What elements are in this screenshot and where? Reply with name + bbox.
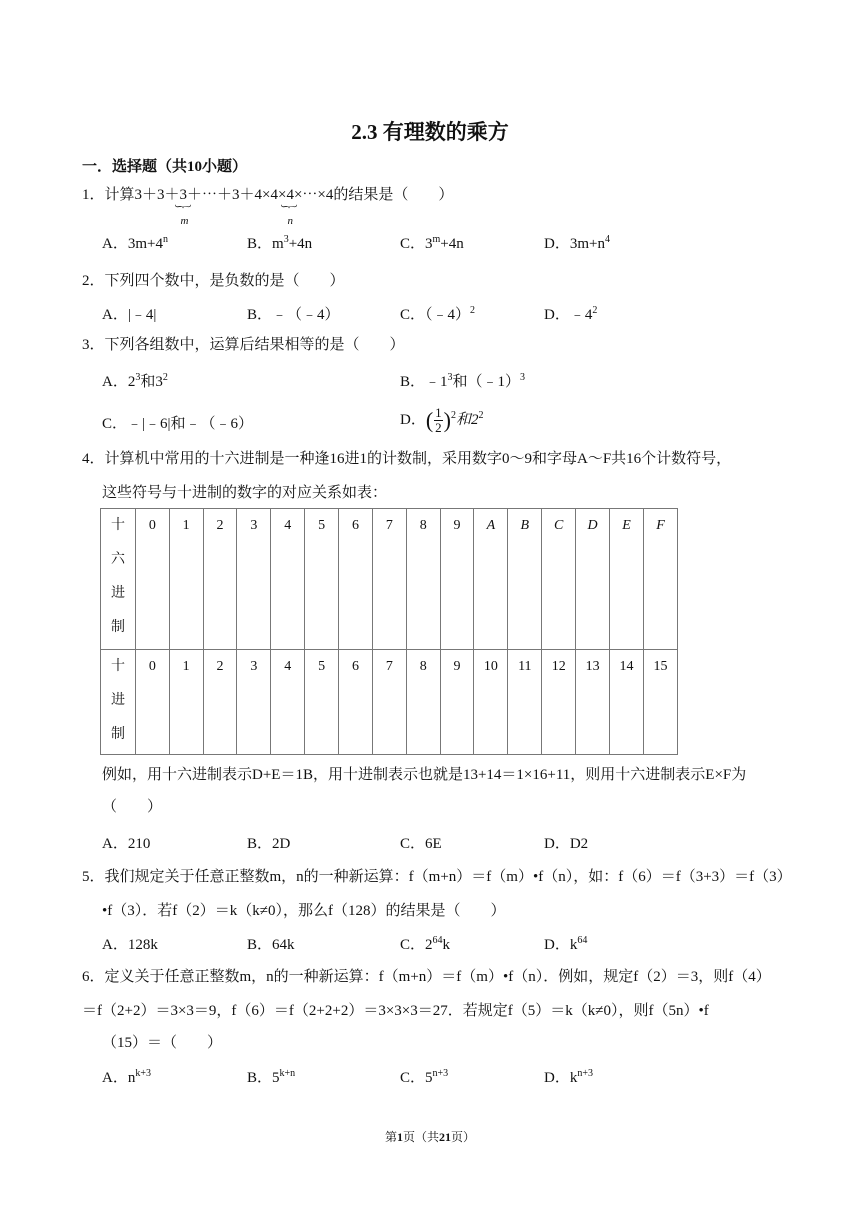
q2-option-d[interactable]: D．$﹣4^2$ <box>544 305 598 323</box>
q3-option-d[interactable]: D．( $\frac{1}{2}$ )$^2$和$2^2$ <box>400 405 484 435</box>
page-number: 1 <box>396 1130 403 1144</box>
table-row-dec <box>101 650 678 755</box>
q1-suffix: ×⋯×4的结果是（ ） <box>293 187 454 203</box>
hex-decimal-table <box>100 508 678 755</box>
q6-options <box>102 1066 782 1096</box>
question-6-line2: ＝f（2+2）＝3×3＝9，f（6）＝f（2+2+2）＝3×3×3＝27．若规定f（5）＝k（k≠0），则f（5n）•f <box>82 1003 709 1019</box>
table-cell: A <box>474 509 508 650</box>
q3-options-row1 <box>102 370 782 400</box>
q6-option-d[interactable]: D．$k^{n+3}$ <box>544 1068 593 1086</box>
page-title: 2.3 有理数的乘方 <box>351 120 509 144</box>
q1-options <box>102 232 782 262</box>
question-5-line1: 5．我们规定关于任意正整数m，n的一种新运算：f（m+n）＝f（m）•f（n），如：f（6）＝f（3+3）＝f（3） <box>82 869 792 885</box>
question-6-line3: （15）＝（ ） <box>102 1035 223 1051</box>
table-cell: 6 <box>339 650 373 755</box>
table-cell: 5 <box>305 650 339 755</box>
q4-options <box>102 832 782 862</box>
table-cell: 0 <box>135 650 169 755</box>
q3-option-a[interactable]: A．$2^3$和$3^2$ <box>102 372 168 390</box>
table-cell: 3 <box>237 650 271 755</box>
question-4-line1: 4．计算机中常用的十六进制是一种逢16进1的计数制，采用数字0～9和字母A～F共16个计数符号， <box>82 451 732 467</box>
table-cell: 8 <box>406 509 440 650</box>
table-cell: 10 <box>474 650 508 755</box>
q1-under-n: 4 ︸ n <box>286 178 294 212</box>
q5-option-c[interactable]: C．$2^{64}k$ <box>400 935 451 953</box>
table-cell: E <box>610 509 644 650</box>
table-cell: 12 <box>542 650 576 755</box>
underbrace-icon: ︸ <box>174 206 191 217</box>
table-cell: 5 <box>305 509 339 650</box>
table-cell: 1 <box>169 509 203 650</box>
question-3: 3．下列各组数中，运算后结果相等的是（ ） <box>82 337 405 353</box>
table-cell: 4 <box>271 650 305 755</box>
question-6-line1: 6．定义关于任意正整数m，n的一种新运算：f（m+n）＝f（m）•f（n）．例如，规定f（2）＝3，则f（4） <box>82 969 771 985</box>
table-cell: C <box>542 509 576 650</box>
q6-option-c[interactable]: C．$5^{n+3}$ <box>400 1068 449 1086</box>
table-cell: 3 <box>237 509 271 650</box>
table-cell: D <box>576 509 610 650</box>
question-2: 2．下列四个数中，是负数的是（ ） <box>82 273 345 289</box>
table-cell: 8 <box>406 650 440 755</box>
q2-option-a[interactable]: A．|﹣4| <box>102 307 157 323</box>
table-cell: 15 <box>643 650 677 755</box>
q2-option-b[interactable]: B．﹣（﹣4） <box>247 307 340 323</box>
q4-option-a[interactable]: A．210 <box>102 836 151 852</box>
table-cell: 2 <box>203 650 237 755</box>
table-row-hex <box>101 509 678 650</box>
table-cell: 6 <box>339 509 373 650</box>
q1-option-b[interactable]: B．$m^3+4n$ <box>247 234 313 252</box>
q1-option-a[interactable]: A．$3m+4^n$ <box>102 234 168 252</box>
table-cell: F <box>643 509 677 650</box>
q4-option-b[interactable]: B．2D <box>247 836 291 852</box>
q3-option-c[interactable]: C．﹣|﹣6|和﹣（﹣6） <box>102 416 254 432</box>
table-cell: 9 <box>440 650 474 755</box>
q1-sub-n: n <box>287 215 293 227</box>
q6-option-a[interactable]: A．$n^{k+3}$ <box>102 1068 151 1086</box>
question-1 <box>82 178 782 227</box>
table-cell: 7 <box>372 650 406 755</box>
q1-sub-m: m <box>180 215 189 227</box>
fraction: $\frac{1}{2}$ <box>435 405 442 435</box>
q2-option-c[interactable]: C．（﹣4）$^2$ <box>400 305 476 323</box>
q1-mid: ＋⋯＋3＋4×4× <box>187 187 287 203</box>
table-cell: 9 <box>440 509 474 650</box>
q1-prefix: 1．计算3＋3＋ <box>82 187 180 203</box>
table-cell: 2 <box>203 509 237 650</box>
table-header-dec: 十进制 <box>101 650 136 755</box>
question-4-paren: （ ） <box>102 799 163 815</box>
q3-options-row2 <box>102 406 782 436</box>
underbrace-icon: ︸ <box>281 206 298 217</box>
q3-option-b[interactable]: B．$﹣1^3$和（﹣1）$^3$ <box>400 372 526 390</box>
table-cell: 14 <box>610 650 644 755</box>
table-cell: 13 <box>576 650 610 755</box>
q1-under-m: 3 ︸ m <box>180 178 188 212</box>
q6-option-b[interactable]: B．$5^{k+n}$ <box>247 1068 296 1086</box>
q4-option-c[interactable]: C．6E <box>400 836 442 852</box>
table-cell: B <box>508 509 542 650</box>
table-cell: 7 <box>372 509 406 650</box>
table-cell: 4 <box>271 509 305 650</box>
page-total: 21 <box>439 1130 451 1144</box>
q5-option-a[interactable]: A．128k <box>102 937 158 953</box>
q4-option-d[interactable]: D．D2 <box>544 836 589 852</box>
question-4-example: 例如，用十六进制表示D+E＝1B，用十进制表示也就是13+14＝1×16+11，则用十六进制表示E×F为 <box>102 767 747 783</box>
q1-option-c[interactable]: C．$3^m+4n$ <box>400 234 464 252</box>
q5-option-b[interactable]: B．64k <box>247 937 295 953</box>
table-cell: 1 <box>169 650 203 755</box>
q5-option-d[interactable]: D．$k^{64}$ <box>544 935 588 953</box>
q5-options <box>102 933 782 963</box>
question-4-line2: 这些符号与十进制的数字的对应关系如表： <box>102 485 388 501</box>
table-cell: 0 <box>135 509 169 650</box>
question-5-line2: •f（3）．若f（2）＝k（k≠0），那么f（128）的结果是（ ） <box>102 903 506 919</box>
table-header-hex: 十六进制 <box>101 509 136 650</box>
table-cell: 11 <box>508 650 542 755</box>
q1-option-d[interactable]: D．$3m+n^4$ <box>544 234 610 252</box>
section-heading: 一．选择题（共10小题） <box>82 159 248 175</box>
page-footer: 第1页（共21页） <box>384 1130 476 1144</box>
